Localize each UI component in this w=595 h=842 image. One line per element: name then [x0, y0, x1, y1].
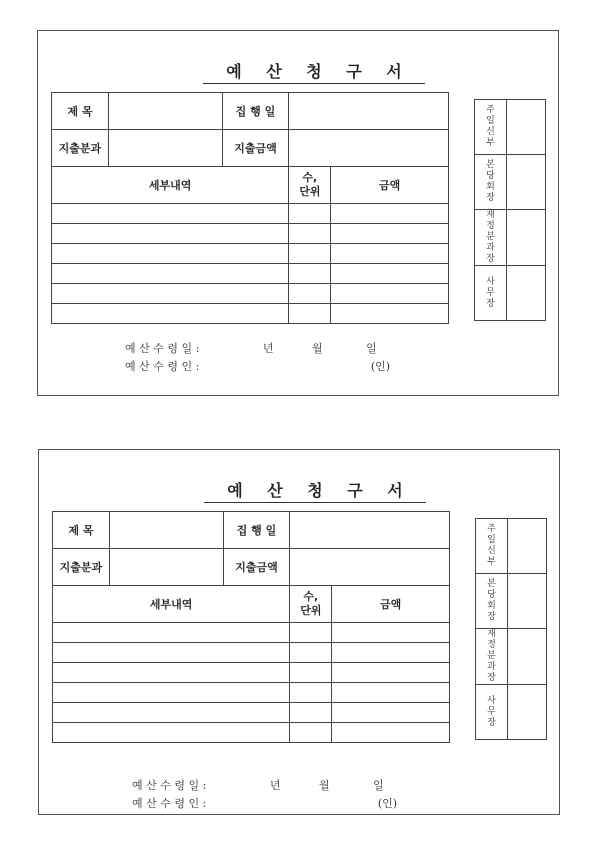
- table-row: [53, 643, 450, 663]
- table-row: [53, 683, 450, 703]
- qty-cell[interactable]: [290, 683, 332, 703]
- table-row: [53, 663, 450, 683]
- title-char: 구: [347, 481, 363, 500]
- month-label: 월: [311, 342, 323, 355]
- table-row: [53, 623, 450, 643]
- table-row: [52, 224, 449, 244]
- table-row: [52, 204, 449, 224]
- amount-header: 금액: [332, 586, 450, 623]
- qty-cell[interactable]: [289, 204, 331, 224]
- title-char: 산: [266, 62, 282, 81]
- approval-label: 재 정 분 과 장: [475, 210, 507, 266]
- title-field[interactable]: [109, 512, 223, 549]
- title-char: 예: [227, 481, 243, 500]
- approval-signature-box[interactable]: [508, 574, 547, 629]
- year-label: 년: [262, 342, 274, 355]
- qty-cell[interactable]: [290, 623, 332, 643]
- amount-cell[interactable]: [332, 623, 450, 643]
- department-label: 지출분과: [53, 549, 110, 586]
- budget-table: [52, 511, 450, 743]
- detail-cell[interactable]: [53, 643, 290, 663]
- amount-cell[interactable]: [331, 224, 449, 244]
- title-char: 청: [307, 481, 323, 500]
- detail-cell[interactable]: [53, 723, 290, 743]
- table-row: [52, 284, 449, 304]
- seal-mark: (인): [370, 360, 391, 373]
- qty-cell[interactable]: [289, 264, 331, 284]
- qty-cell[interactable]: [290, 703, 332, 723]
- table-row: [53, 723, 450, 743]
- qty-cell[interactable]: [289, 224, 331, 244]
- execution-date-field[interactable]: [290, 512, 450, 549]
- table-row: [52, 264, 449, 284]
- department-field[interactable]: [108, 130, 222, 167]
- expense-amount-field[interactable]: [290, 549, 450, 586]
- form-title: [204, 478, 426, 503]
- title-char: 서: [386, 62, 402, 81]
- qty-header-line: 수,: [303, 590, 319, 603]
- qty-cell[interactable]: [289, 244, 331, 264]
- amount-cell[interactable]: [331, 264, 449, 284]
- amount-cell[interactable]: [332, 663, 450, 683]
- budget-request-form-1: [37, 30, 559, 396]
- detail-header: 세부내역: [53, 586, 290, 623]
- receive-date-label: 예 산 수 령 일 :: [132, 779, 207, 792]
- receiver-label: 예 산 수 령 인 :: [125, 360, 200, 373]
- detail-cell[interactable]: [53, 623, 290, 643]
- month-label: 월: [318, 779, 330, 792]
- amount-cell[interactable]: [332, 643, 450, 663]
- amount-cell[interactable]: [332, 703, 450, 723]
- amount-cell[interactable]: [332, 723, 450, 743]
- form-title: [203, 59, 425, 84]
- expense-amount-label: 지출금액: [223, 549, 290, 586]
- title-char: 서: [387, 481, 403, 500]
- expense-amount-label: 지출금액: [222, 130, 289, 167]
- approval-label: 본 당 회 장: [476, 574, 508, 629]
- detail-cell[interactable]: [53, 663, 290, 683]
- detail-cell[interactable]: [52, 264, 289, 284]
- title-label: 제 목: [53, 512, 110, 549]
- detail-cell[interactable]: [52, 244, 289, 264]
- unit-header-line: 단위: [300, 604, 322, 617]
- expense-amount-field[interactable]: [289, 130, 449, 167]
- approval-label: 사 무 장: [475, 266, 507, 321]
- quantity-unit-header: [289, 167, 331, 204]
- detail-cell[interactable]: [53, 703, 290, 723]
- approval-label: 사 무 장: [476, 685, 508, 740]
- budget-table: [51, 92, 449, 324]
- approval-table: [474, 99, 546, 321]
- day-label: 일: [366, 342, 377, 355]
- seal-mark: (인): [377, 797, 398, 810]
- department-label: 지출분과: [52, 130, 109, 167]
- approval-signature-box[interactable]: [507, 266, 546, 321]
- qty-cell[interactable]: [289, 284, 331, 304]
- day-label: 일: [373, 779, 384, 792]
- receiver-label: 예 산 수 령 인 :: [132, 797, 207, 810]
- quantity-unit-header: [290, 586, 332, 623]
- execution-date-label: 집 행 일: [223, 512, 290, 549]
- budget-request-form-2: [38, 449, 560, 815]
- receive-date-line: [125, 340, 377, 356]
- title-char: 산: [267, 481, 283, 500]
- qty-cell[interactable]: [290, 643, 332, 663]
- amount-header: 금액: [331, 167, 449, 204]
- amount-cell[interactable]: [331, 284, 449, 304]
- detail-cell[interactable]: [52, 204, 289, 224]
- amount-cell[interactable]: [332, 683, 450, 703]
- table-row: [53, 703, 450, 723]
- receive-date-label: 예 산 수 령 일 :: [125, 342, 200, 355]
- approval-signature-box[interactable]: [507, 210, 546, 266]
- title-field[interactable]: [108, 93, 222, 130]
- approval-signature-box[interactable]: [507, 100, 546, 155]
- detail-header: 세부내역: [52, 167, 289, 204]
- approval-signature-box[interactable]: [508, 629, 547, 685]
- approval-table: [475, 518, 547, 740]
- detail-cell[interactable]: [52, 304, 289, 324]
- approval-label: 본 당 회 장: [475, 155, 507, 210]
- execution-date-label: 집 행 일: [222, 93, 289, 130]
- amount-cell[interactable]: [331, 244, 449, 264]
- receiver-line: [125, 358, 390, 374]
- approval-signature-box[interactable]: [507, 155, 546, 210]
- approval-label: 재 정 분 과 장: [476, 629, 508, 685]
- amount-cell[interactable]: [331, 304, 449, 324]
- approval-label: 주 일 신 부: [475, 100, 507, 155]
- detail-cell[interactable]: [52, 284, 289, 304]
- title-char: 청: [306, 62, 322, 81]
- qty-cell[interactable]: [289, 304, 331, 324]
- department-field[interactable]: [109, 549, 223, 586]
- amount-cell[interactable]: [331, 204, 449, 224]
- approval-label: 주 일 신 부: [476, 519, 508, 574]
- title-label: 제 목: [52, 93, 109, 130]
- year-label: 년: [269, 779, 281, 792]
- detail-cell[interactable]: [52, 224, 289, 244]
- qty-cell[interactable]: [290, 723, 332, 743]
- qty-cell[interactable]: [290, 663, 332, 683]
- approval-signature-box[interactable]: [508, 519, 547, 574]
- title-char: 예: [226, 62, 242, 81]
- table-row: [52, 244, 449, 264]
- receive-date-line: [132, 777, 384, 793]
- receiver-line: [132, 795, 397, 811]
- table-row: [52, 304, 449, 324]
- execution-date-field[interactable]: [289, 93, 449, 130]
- unit-header-line: 단위: [299, 185, 321, 198]
- title-char: 구: [346, 62, 362, 81]
- qty-header-line: 수,: [302, 171, 318, 184]
- approval-signature-box[interactable]: [508, 685, 547, 740]
- detail-cell[interactable]: [53, 683, 290, 703]
